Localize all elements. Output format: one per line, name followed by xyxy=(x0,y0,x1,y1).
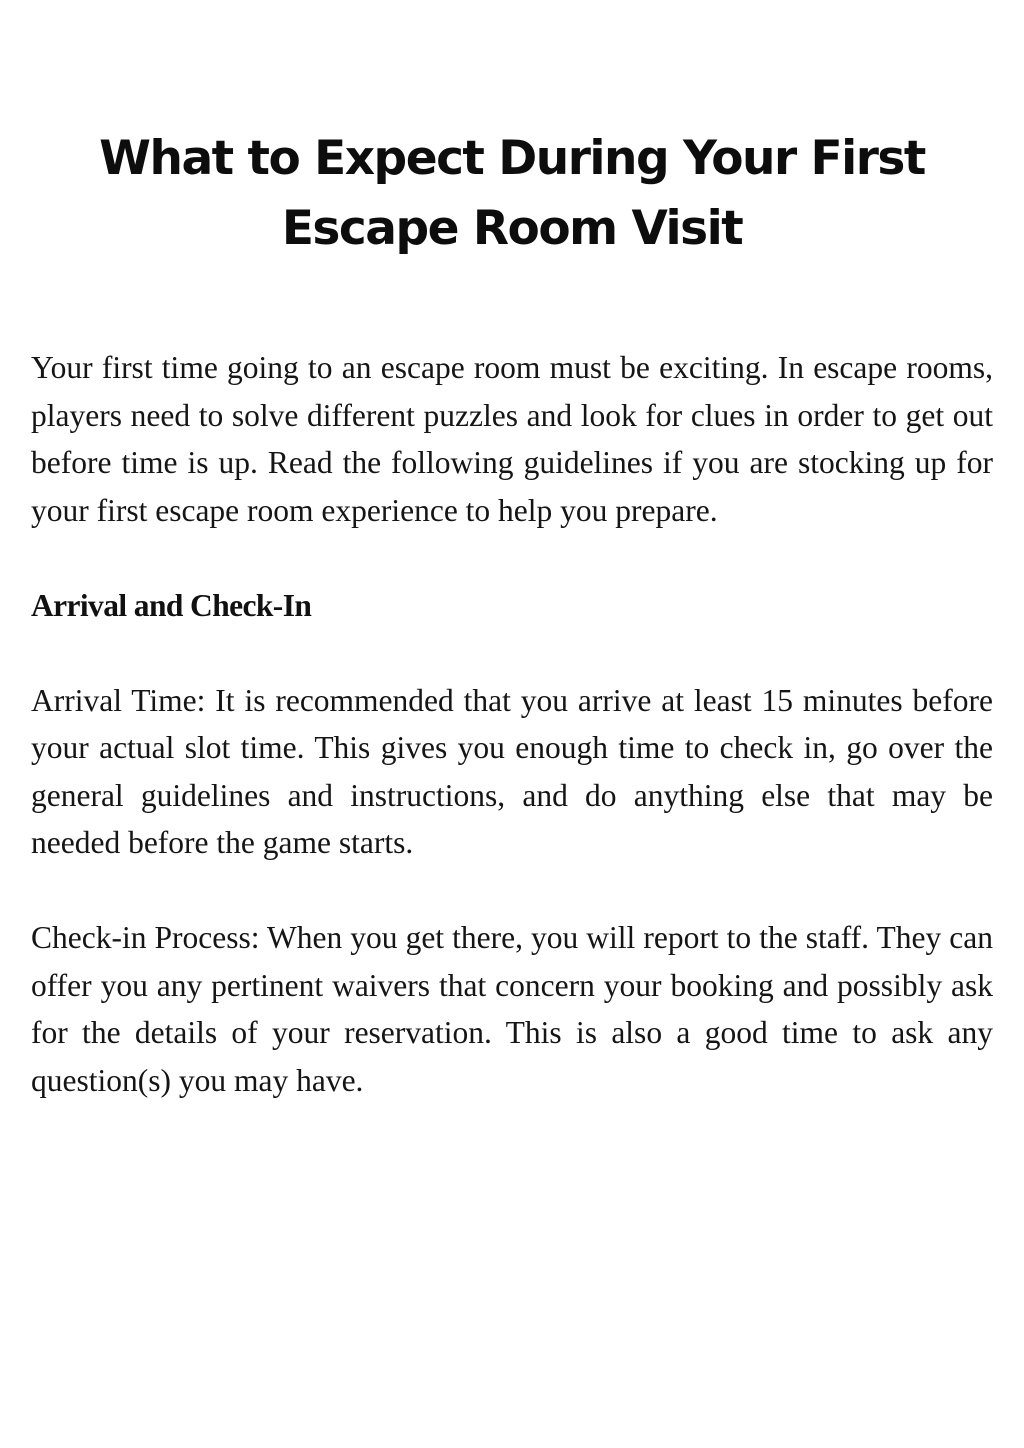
paragraph-spacer xyxy=(31,629,993,677)
check-in-process-paragraph: Check-in Process: When you get there, you will report to the staff. They can offer you any pertinent waivers that concern your booking and possibly ask for the details of your reservation. This is also a good time to ask any question(s) you may have. xyxy=(31,920,993,1098)
intro-paragraph: Your first time going to an escape room must be exciting. In escape rooms, players need to solve different puzzles and look for clues in order to get out before time is up. Read the following guidelines if you are stocking up for your first escape room experience to help you prepare. xyxy=(31,350,993,528)
document-body xyxy=(31,344,993,1104)
arrival-time-paragraph: Arrival Time: It is recommended that you arrive at least 15 minutes before your actual slot time. This gives you enough time to check in, go over the general guidelines and instructions, and do anything else that may be needed before the game starts. xyxy=(31,682,993,860)
paragraph-spacer xyxy=(31,534,993,582)
document-title: What to Expect During Your First Escape Room Visit xyxy=(99,131,925,256)
paragraph-spacer xyxy=(31,867,993,915)
section-heading: Arrival and Check-In xyxy=(31,587,312,623)
